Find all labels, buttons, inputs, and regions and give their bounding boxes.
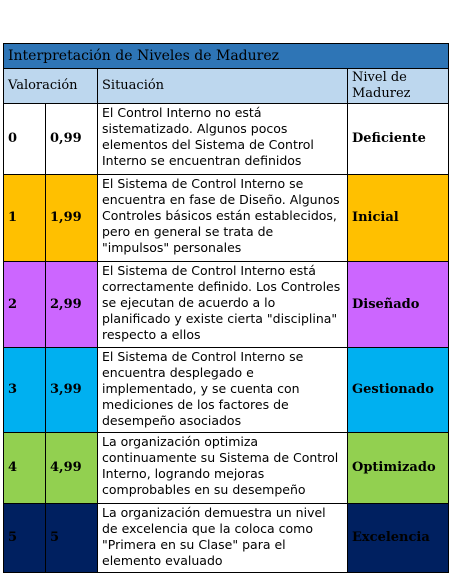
situation-text: El Sistema de Control Interno se encuentra en fase de Diseño. Algunos Controles básicos están establecidos, pero en general se trata de "impulsos" personales xyxy=(98,175,348,262)
max-value: 4,99 xyxy=(46,433,98,504)
header-valoracion: Valoración xyxy=(4,69,98,104)
table-header-row xyxy=(4,69,449,104)
maturity-levels-table xyxy=(3,43,449,573)
table-row xyxy=(4,433,449,504)
min-value: 4 xyxy=(4,433,46,504)
table-title: Interpretación de Niveles de Madurez xyxy=(4,44,449,69)
table-row xyxy=(4,504,449,573)
min-value: 2 xyxy=(4,262,46,348)
table-row xyxy=(4,262,449,348)
level-name: Gestionado xyxy=(348,348,449,433)
table-title-row xyxy=(4,44,449,69)
level-name: Excelencia xyxy=(348,504,449,573)
table-row xyxy=(4,175,449,262)
header-nivel: Nivel de Madurez xyxy=(348,69,449,104)
situation-text: La organización optimiza continuamente su Sistema de Control Interno, logrando mejoras comprobables en su desempeño xyxy=(98,433,348,504)
situation-text: La organización demuestra un nivel de excelencia que la coloca como "Primera en su Clase" para el elemento evaluado xyxy=(98,504,348,573)
situation-text: El Sistema de Control Interno está correctamente definido. Los Controles se ejecutan de acuerdo a lo planificado y existe cierta "disciplina" respecto a ellos xyxy=(98,262,348,348)
level-name: Optimizado xyxy=(348,433,449,504)
max-value: 3,99 xyxy=(46,348,98,433)
max-value: 1,99 xyxy=(46,175,98,262)
header-situacion: Situación xyxy=(98,69,348,104)
level-name: Diseñado xyxy=(348,262,449,348)
max-value: 5 xyxy=(46,504,98,573)
situation-text: El Control Interno no está sistematizado. Algunos pocos elementos del Sistema de Control Interno se encuentran definidos xyxy=(98,104,348,175)
table-row xyxy=(4,104,449,175)
min-value: 5 xyxy=(4,504,46,573)
max-value: 2,99 xyxy=(46,262,98,348)
min-value: 3 xyxy=(4,348,46,433)
max-value: 0,99 xyxy=(46,104,98,175)
level-name: Deficiente xyxy=(348,104,449,175)
min-value: 1 xyxy=(4,175,46,262)
min-value: 0 xyxy=(4,104,46,175)
level-name: Inicial xyxy=(348,175,449,262)
situation-text: El Sistema de Control Interno se encuentra desplegado e implementado, y se cuenta con mediciones de los factores de desempeño asociados xyxy=(98,348,348,433)
maturity-table-container xyxy=(3,43,448,573)
table-row xyxy=(4,348,449,433)
